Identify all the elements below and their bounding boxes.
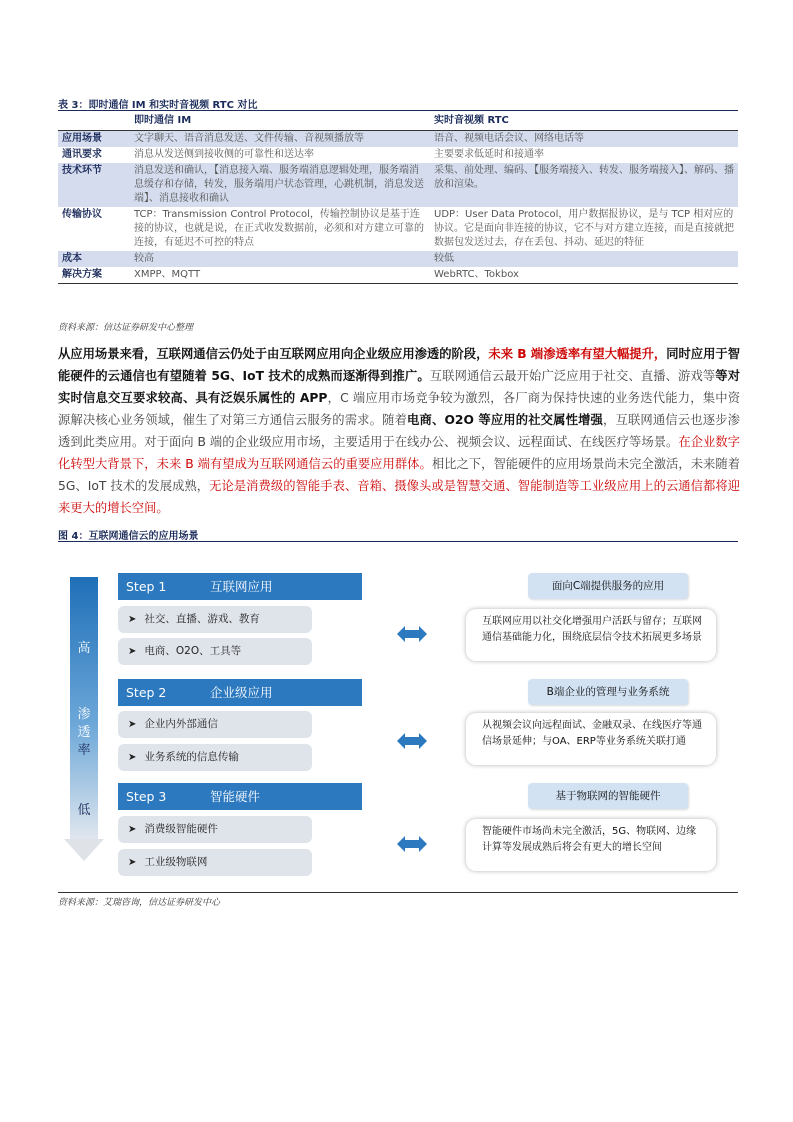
para-s5: 等对实时信息交互要求较高、具有泛娱乐属性的 APP bbox=[58, 369, 740, 405]
figure-bottom-rule bbox=[58, 892, 738, 893]
axis-high-label: 高 bbox=[77, 641, 91, 656]
para-s9: 在企业数字化转型大背景下，未来 B 端有望成为互联网通信云的重要应用群体。 bbox=[58, 435, 740, 471]
double-arrow-icon bbox=[397, 625, 427, 643]
figure-source: 资料来源：艾瑞咨询，信达证券研发中心 bbox=[58, 898, 221, 908]
row-im: 消息从发送侧到接收侧的可靠性和送达率 bbox=[134, 149, 314, 160]
step-number: Step 3 bbox=[126, 789, 167, 804]
step-item bbox=[118, 816, 312, 843]
para-s7: 电商、O2O 等应用的社交属性增强 bbox=[407, 413, 604, 427]
step-number: Step 2 bbox=[126, 685, 167, 700]
para-s10: 相比之下，智能硬件的应用场景尚未完全激活，未来随着 5G、IoT 技术的发展成熟， bbox=[58, 457, 740, 493]
row-rtc: 采集、前处理、编码、【服务端接入、转发、服务端接入】、解码、播放和渲染。 bbox=[430, 163, 738, 207]
step-item-label: 消费级智能硬件 bbox=[144, 823, 218, 835]
step-title: 互联网应用 bbox=[210, 579, 273, 594]
para-s11: 无论是消费级的智能手表、音箱、摄像头或是智慧交通、智能制造等工业级应用上的云通信都将迎来更大的增长空间。 bbox=[58, 479, 740, 515]
table-row bbox=[58, 267, 738, 284]
step-item bbox=[118, 606, 312, 633]
figure-top-rule bbox=[58, 541, 738, 542]
chevron-right-icon: ➤ bbox=[128, 857, 137, 868]
row-im: 消息发送和确认，【消息接入端、服务端消息逻辑处理，服务端消息缓存和存储，转发，服务端用户状态管理，心跳机制，消息发送端】、消息接收和确认 bbox=[130, 163, 430, 207]
step-number: Step 1 bbox=[126, 579, 167, 594]
row-im: 文字聊天、语音消息发送、文件传输、音视频播放等 bbox=[130, 131, 430, 148]
table-row bbox=[58, 147, 738, 163]
penetration-axis-arrowhead bbox=[64, 839, 104, 861]
row-label: 成本 bbox=[58, 251, 130, 267]
table-source: 资料来源：信达证券研发中心整理 bbox=[58, 323, 194, 333]
axis-penetration-char: 率 bbox=[77, 743, 91, 758]
row-im: XMPP、MQTT bbox=[134, 269, 201, 280]
table-row bbox=[58, 163, 738, 207]
axis-low-label: 低 bbox=[77, 803, 91, 818]
step-item-label: 社交、直播、游戏、教育 bbox=[144, 613, 260, 625]
figure-caption: 图 4：互联网通信云的应用场景 bbox=[58, 531, 199, 542]
application-scenarios-diagram bbox=[58, 545, 738, 890]
row-rtc: WebRTC、Tokbox bbox=[434, 269, 519, 280]
double-arrow-icon bbox=[397, 732, 427, 750]
table-row bbox=[58, 251, 738, 267]
row-im: 较高 bbox=[130, 251, 430, 267]
row-rtc: 语音、视频电话会议、网络电话等 bbox=[430, 131, 738, 148]
row-label: 解决方案 bbox=[62, 269, 102, 280]
chevron-right-icon: ➤ bbox=[128, 646, 137, 657]
chevron-right-icon: ➤ bbox=[128, 824, 137, 835]
step-item bbox=[118, 638, 312, 665]
right-heading-b-end: B端企业的管理与业务系统 bbox=[528, 679, 688, 705]
step-item-label: 工业级物联网 bbox=[144, 856, 208, 868]
header-im: 即时通信 IM bbox=[130, 112, 430, 131]
row-label: 应用场景 bbox=[58, 131, 130, 148]
row-im: TCP：Transmission Control Protocol，传输控制协议是基于连接的协议，也就是说，在正式收发数据前，必须和对方建立可靠的连接，有延迟不可控的特点 bbox=[134, 209, 424, 248]
step-item bbox=[118, 744, 312, 771]
double-arrow-icon bbox=[397, 835, 427, 853]
right-heading-iot: 基于物联网的智能硬件 bbox=[528, 783, 688, 809]
header-rtc: 实时音视频 RTC bbox=[430, 112, 738, 131]
step-1-header bbox=[118, 573, 362, 600]
row-rtc: 主要要求低延时和接通率 bbox=[434, 149, 544, 160]
para-s1: 从应用场景来看，互联网通信云仍处于由互联网应用向企业级应用渗透的阶段， bbox=[58, 347, 489, 361]
row-label: 技术环节 bbox=[58, 163, 130, 207]
row-rtc: UDP：User Data Protocol，用户数据报协议，是与 TCP 相对应的协议。它是面向非连接的协议，它不与对方建立连接，而是直接就把数据包发送过去，存在丢包、抖动、延迟的特征 bbox=[434, 209, 734, 248]
step-item-label: 企业内外部通信 bbox=[144, 718, 218, 730]
right-description: 智能硬件市场尚未完全激活，5G、物联网、边缘计算等发展成熟后将会有更大的增长空间 bbox=[466, 819, 716, 871]
table-caption: 表 3：即时通信 IM 和实时音视频 RTC 对比 bbox=[58, 100, 258, 111]
para-s6: ，C 端应用市场竞争较为激烈，各厂商为保持快速的业务迭代能力，集中资源解决核心业务领域，催生了对第三方通信云服务的需求。随着 bbox=[58, 391, 741, 427]
step-title: 智能硬件 bbox=[210, 789, 261, 804]
step-3-header bbox=[118, 783, 362, 810]
right-heading-c-end: 面向C端提供服务的应用 bbox=[528, 573, 688, 599]
table-row bbox=[58, 131, 738, 148]
comparison-table bbox=[58, 112, 738, 284]
para-s4: 互联网通信云最开始广泛应用于社交、直播、游戏等 bbox=[429, 369, 716, 383]
body-paragraph bbox=[58, 343, 740, 519]
step-title: 企业级应用 bbox=[210, 685, 273, 700]
chevron-right-icon: ➤ bbox=[128, 614, 137, 625]
header-blank bbox=[58, 112, 130, 131]
axis-penetration-char: 透 bbox=[77, 725, 91, 740]
para-s3: 同时应用于智能硬件的云通信也有望随着 5G、IoT 技术的成熟而逐渐得到推广。 bbox=[58, 347, 740, 383]
step-item bbox=[118, 849, 312, 876]
step-item bbox=[118, 711, 312, 738]
row-rtc: 较低 bbox=[430, 251, 738, 267]
step-item-label: 电商、O2O、工具等 bbox=[144, 645, 242, 657]
right-description: 从视频会议向远程面试、金融双录、在线医疗等通信场景延伸；与OA、ERP等业务系统关联打通 bbox=[466, 713, 716, 765]
step-2-header bbox=[118, 679, 362, 706]
chevron-right-icon: ➤ bbox=[128, 752, 137, 763]
table-row bbox=[58, 207, 738, 251]
row-label: 通讯要求 bbox=[62, 149, 102, 160]
para-s2: 未来 B 端渗透率有望大幅提升， bbox=[488, 347, 667, 361]
table-top-rule bbox=[58, 110, 738, 111]
right-description: 互联网应用以社交化增强用户活跃与留存；互联网通信基础能力化，围绕底层信令技术拓展更多场景 bbox=[466, 609, 716, 661]
chevron-right-icon: ➤ bbox=[128, 719, 137, 730]
axis-penetration-char: 渗 bbox=[77, 707, 91, 722]
table-header-row bbox=[58, 112, 738, 131]
step-item-label: 业务系统的信息传输 bbox=[144, 751, 239, 763]
para-s8: ，互联网通信云也逐步渗透到此类应用。对于面向 B 端的企业级应用市场，主要适用于在线办公、视频会议、远程面试、在线医疗等场景。 bbox=[58, 413, 740, 449]
row-label: 传输协议 bbox=[62, 209, 102, 220]
